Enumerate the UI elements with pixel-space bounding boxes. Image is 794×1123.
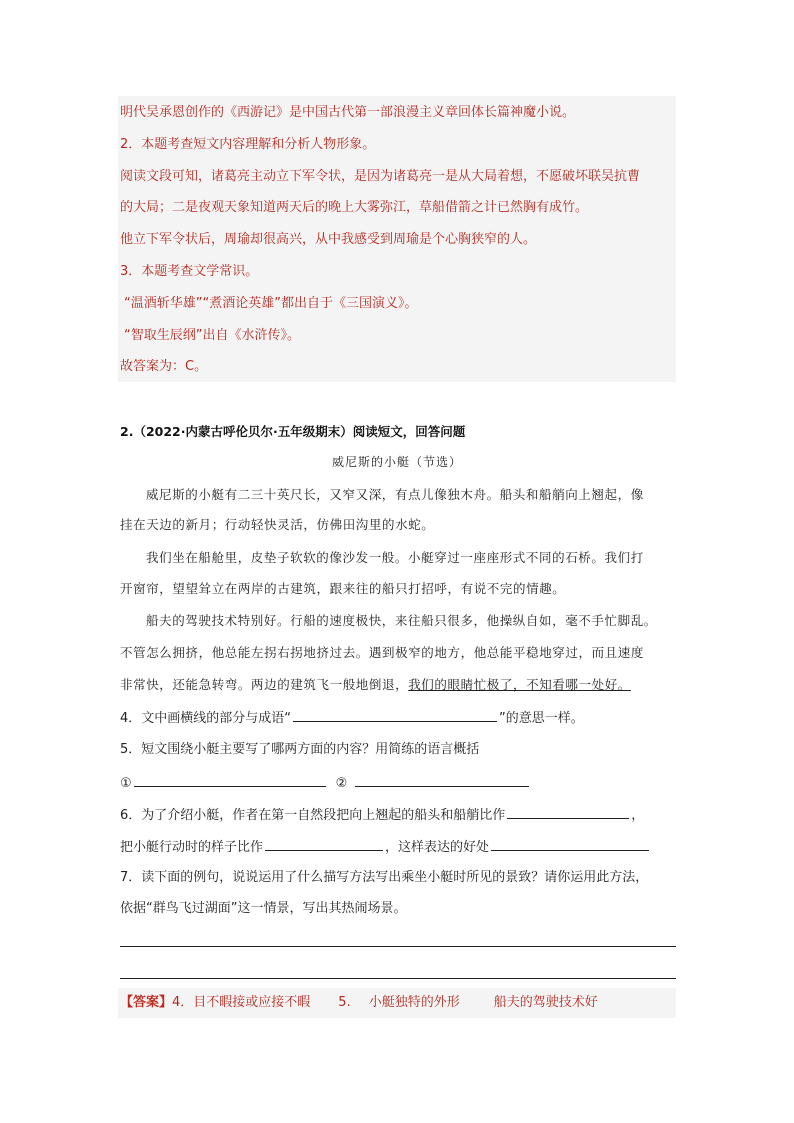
underlined-phrase: 我们的眼睛忙极了，不知看哪一处好。 — [408, 677, 631, 692]
answer-5-label: 5. — [338, 995, 351, 1010]
question-5: 5．短文围绕小艇主要写了哪两方面的内容？用简练的语言概括 — [120, 742, 480, 757]
answer-5-part-2: 船夫的驾驶技术好 — [493, 995, 598, 1010]
question-6-text-3: ，这样表达的好处 — [385, 840, 490, 855]
question-6-text: 6．为了介绍小艇，作者在第一自然段把向上翘起的船头和船艄比作 — [120, 808, 506, 823]
explanation-line-1: 明代吴承恩创作的《西游记》是中国古代第一部浪漫主义章回体长篇神魔小说。 — [120, 105, 576, 120]
explanation-line-5: 他立下军令状后，周瑜却很高兴，从中我感受到周瑜是个心胸狭窄的人。 — [120, 232, 537, 247]
question-6-blank-3[interactable] — [491, 836, 649, 851]
answer-tag: 【答案】 — [120, 995, 173, 1010]
question-4-blank[interactable] — [293, 707, 497, 722]
explanation-line-6: 3．本题考查文学常识。 — [120, 264, 259, 279]
answer-marker-2: ② — [335, 776, 348, 791]
question-heading: 2.（2022·内蒙古呼伦贝尔·五年级期末）阅读短文，回答问题 — [120, 424, 466, 439]
passage-line-5: 船夫的驾驶技术特别好。行船的速度极快，来往船只很多，他操纵自如，毫不手忙脚乱。 — [146, 613, 657, 628]
explanation-line-3: 阅读文段可知，诸葛亮主动立下军令状，是因为诸葛亮一是从大局着想，不愿破坏联吴抗曹 — [120, 169, 641, 184]
explanation-line-7: “温酒斩华雄”“煮酒论英雄”都出自于《三国演义》。 — [124, 296, 418, 311]
question-6-text-2: 把小艇行动时的样子比作 — [120, 840, 264, 855]
passage-line-7-plain: 非常快，还能急转弯。两边的建筑飞一般地倒退， — [120, 677, 409, 692]
question-4 — [120, 707, 584, 729]
question-6-line-1 — [120, 804, 644, 826]
question-5-answers — [120, 772, 531, 794]
passage-line-6: 不管怎么拥挤，他总能左拐右拐地挤过去。遇到极窄的地方，他总能平稳地穿过，而且速度 — [120, 645, 645, 660]
passage-line-1: 威尼斯的小艇有二三十英尺长，又窄又深，有点儿像独木舟。船头和船艄向上翘起，像 — [146, 487, 644, 502]
answer-line — [120, 993, 598, 1013]
question-6-blank-2[interactable] — [265, 836, 383, 851]
answer-rule-1[interactable] — [120, 946, 676, 947]
passage-line-4: 开窗帘，望望耸立在两岸的古建筑，跟来往的船只打招呼，有说不完的情趣。 — [120, 581, 566, 596]
question-4-text: 4．文中画横线的部分与成语“ — [120, 711, 292, 726]
passage-line-7 — [120, 676, 676, 694]
question-5-blank-1[interactable] — [134, 772, 326, 787]
answer-marker-1: ① — [120, 776, 132, 791]
answer-4: 4．目不暇接或应接不暇 — [172, 995, 311, 1010]
passage-line-3: 我们坐在船舱里，皮垫子软软的像沙发一般。小艇穿过一座座形式不同的石桥。我们打 — [146, 550, 644, 565]
question-6-blank-1[interactable] — [507, 804, 629, 819]
explanation-line-8: “智取生辰纲”出自《水浒传》。 — [124, 328, 300, 343]
question-4-text-end: ”的意思一样。 — [499, 711, 584, 726]
question-6-line-2 — [120, 836, 651, 858]
explanation-line-4: 的大局；二是夜观天象知道两天后的晚上大雾弥江，草船借箭之计已然胸有成竹。 — [120, 200, 589, 215]
passage-line-2: 挂在天边的新月；行动轻快灵活，仿佛田沟里的水蛇。 — [120, 517, 435, 532]
question-7-line-2: 依据“群鸟飞过湖面”这一情景，写出其热闹场景。 — [120, 901, 407, 916]
answer-5-part-1: 小艇独特的外形 — [368, 995, 460, 1010]
question-6-comma: ， — [631, 808, 645, 823]
answer-rule-2[interactable] — [120, 978, 676, 979]
question-5-blank-2[interactable] — [355, 772, 529, 787]
question-7-line-1: 7．读下面的例句，说说运用了什么描写方法写出乘坐小艇时所见的景致？请你运用此方法， — [120, 870, 649, 885]
explanation-line-2: 2．本题考查短文内容理解和分析人物形象。 — [120, 137, 376, 152]
passage-title: 威尼斯的小艇（节选） — [331, 455, 462, 469]
explanation-line-9: 故答案为：C。 — [120, 359, 208, 374]
